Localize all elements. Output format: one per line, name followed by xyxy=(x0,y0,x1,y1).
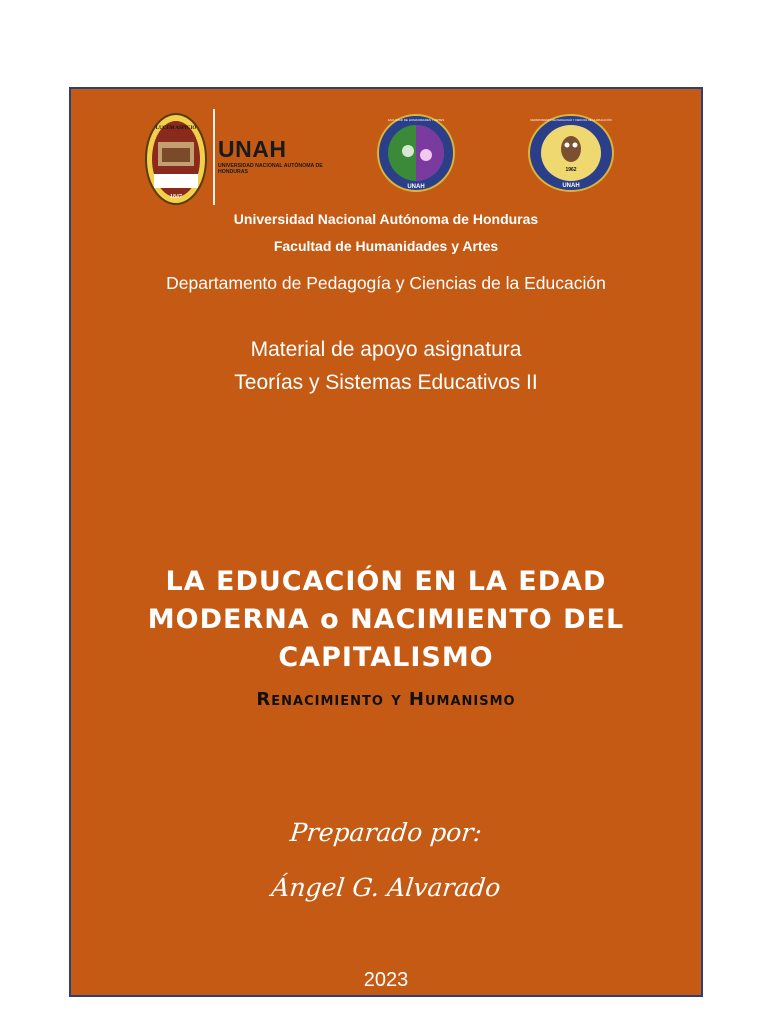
unah-wordmark-title: UNAH xyxy=(218,136,287,162)
logos-row xyxy=(71,109,701,219)
department-seal-bottom: UNAH xyxy=(562,183,580,189)
faculty-seal-logo xyxy=(376,113,456,193)
course-material-label: Material de apoyo asignatura xyxy=(250,338,522,361)
unah-seal-motto: LUCEM ASPICIO xyxy=(155,126,197,131)
document-title xyxy=(71,563,701,677)
title-line-1: LA EDUCACIÓN EN LA EDAD xyxy=(165,566,607,597)
unah-wordmark xyxy=(218,137,338,175)
department-seal-name: DEPARTAMENTO DE PEDAGOGÍA Y CIENCIAS DE LA EDUCACIÓN xyxy=(530,119,612,122)
department-name: Departamento de Pedagogía y Ciencias de la Educación xyxy=(166,273,606,293)
university-name: Universidad Nacional Autónoma de Honduras xyxy=(233,211,539,227)
unah-seal-logo xyxy=(144,112,208,206)
faculty-seal-bottom: UNAH xyxy=(407,184,425,190)
unah-seal-year: 1847 xyxy=(170,194,182,200)
author-name: Ángel G. Alvarado xyxy=(270,873,502,902)
faculty-name: Facultad de Humanidades y Artes xyxy=(273,238,499,254)
department-seal-year: 1962 xyxy=(565,167,577,173)
course-name: Teorías y Sistemas Educativos II xyxy=(234,371,538,394)
document-subtitle: Renacimiento y Humanismo xyxy=(256,689,516,710)
prepared-by-label: Preparado por: xyxy=(288,818,484,847)
faculty-seal-name: FACULTAD DE HUMANIDADES Y ARTES xyxy=(387,118,445,122)
title-line-2: MODERNA o NACIMIENTO DEL xyxy=(147,604,625,635)
department-seal-logo xyxy=(526,113,616,193)
cover-page xyxy=(69,87,703,997)
publication-year: 2023 xyxy=(363,969,409,991)
logo-divider xyxy=(213,109,215,205)
unah-wordmark-subtitle: UNIVERSIDAD NACIONAL AUTÓNOMA DE HONDURAS xyxy=(218,163,323,175)
title-line-3: CAPITALISMO xyxy=(278,642,494,673)
